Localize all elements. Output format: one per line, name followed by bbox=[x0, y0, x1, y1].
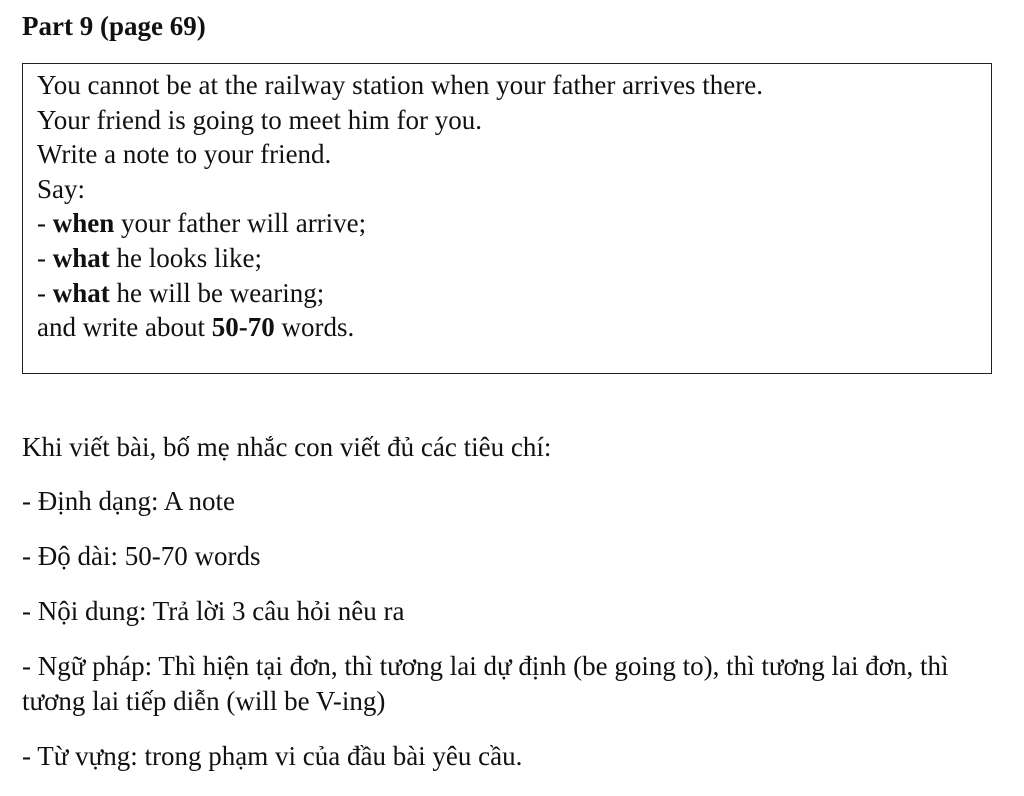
word-count: 50-70 bbox=[211, 312, 275, 343]
criteria-content: - Nội dung: Trả lời 3 câu hỏi nêu ra bbox=[22, 596, 405, 626]
criteria-grammar: - Ngữ pháp: Thì hiện tại đơn, thì tương lai dự định (be going to), thì tương lai đơn, thì tương lai tiếp diễn (will be V-ing) bbox=[22, 651, 949, 716]
criteria-section bbox=[22, 430, 1002, 774]
page-title: Part 9 (page 69) bbox=[22, 11, 206, 41]
bullet-keyword: when bbox=[52, 208, 115, 239]
task-line: You cannot be at the railway station when your father arrives there. bbox=[37, 70, 764, 100]
task-line: Write a note to your friend. bbox=[37, 139, 332, 170]
bullet-keyword: what bbox=[52, 242, 110, 273]
bullet-text: he looks like; bbox=[109, 242, 262, 273]
task-bullet bbox=[37, 206, 977, 241]
task-bullet bbox=[37, 241, 977, 276]
bullet-prefix: - bbox=[37, 242, 53, 273]
bullet-keyword: what bbox=[52, 277, 110, 308]
criteria-vocabulary: - Từ vựng: trong phạm vi của đầu bài yêu cầu. bbox=[22, 741, 523, 771]
criteria-format: - Định dạng: A note bbox=[22, 486, 235, 516]
bullet-prefix: - bbox=[37, 208, 53, 239]
bullet-text: he will be wearing; bbox=[109, 277, 325, 308]
closing-text: and write about bbox=[37, 312, 212, 343]
bullet-prefix: - bbox=[37, 277, 53, 308]
task-bullet bbox=[37, 276, 977, 311]
task-box bbox=[22, 63, 992, 374]
task-line: Say: bbox=[37, 173, 86, 204]
closing-text: words. bbox=[274, 312, 355, 343]
bullet-text: your father will arrive; bbox=[114, 208, 367, 239]
criteria-intro: Khi viết bài, bố mẹ nhắc con viết đủ các tiêu chí: bbox=[22, 432, 552, 462]
task-closing bbox=[37, 310, 977, 345]
criteria-length: - Độ dài: 50-70 words bbox=[22, 541, 261, 571]
task-line: Your friend is going to meet him for you. bbox=[37, 104, 482, 135]
